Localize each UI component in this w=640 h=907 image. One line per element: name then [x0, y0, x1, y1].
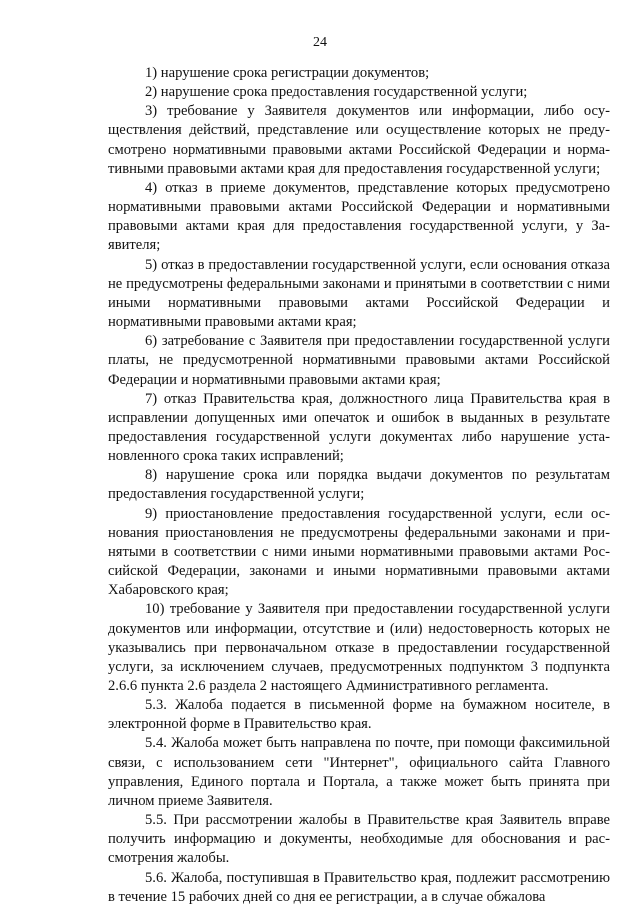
paragraph-10: 10) требование у Заявителя при предоставлении государственной услуги документов или информации, отсутствие и (или) недостоверность которых не указывались при первоначальном отказе в предоставлении государственной услуги, за исключением случаев, предусмотренных подпунктом 3 подпункта 2.6.6 пункта 2.6 раздела 2 настоящего Административного регламента.	[108, 601, 610, 694]
paragraph-2: 2) нарушение срока предоставления государственной услуги;	[145, 84, 528, 101]
paragraph-6: 6) затребование с Заявителя при предоставлении государственной услуги платы, не предусмотренной нормативными правовыми актами Российской Федерации и нормативными правовыми актами края;	[108, 333, 610, 388]
paragraph-1: 1) нарушение срока регистрации документов;	[145, 65, 430, 81]
paragraph-9: 9) приостановление предоставления государственной услуги, если основания приостановления не предусмотрены федеральными законами и принятыми в соответствии с ними иными нормативными правовыми актами Российской Федерации, законами и иными нормативными правовыми актами Хабаровского края;	[108, 505, 610, 599]
paragraph-7: 7) отказ Правительства края, должностного лица Правительства края в исправлении допущенных ими опечаток и ошибок в выданных в результате предоставления государственной услуги документах либо нарушение установленного срока таких исправлений;	[108, 390, 610, 465]
paragraph-5-5: 5.5. При рассмотрении жалобы в Правительстве края Заявитель вправе получить информацию и документы, необходимые для обоснования и рассмотрения жалобы.	[108, 812, 610, 867]
paragraph-8: 8) нарушение срока или порядка выдачи документов по результатам предоставления государственной услуги;	[108, 467, 610, 503]
paragraph-5: 5) отказ в предоставлении государственной услуги, если основания отказа не предусмотрены федеральными законами и принятыми в соответствии с ними иными нормативными правовыми актами Российской Федерации и нормативными правовыми актами края;	[108, 256, 610, 331]
page-number: 24	[313, 35, 327, 50]
paragraph-4: 4) отказ в приеме документов, представление которых предусмотрено нормативными правовыми актами Российской Федерации и нормативными правовыми актами края для предоставления государственной услуги, у Заявителя;	[108, 179, 610, 254]
document-body	[108, 64, 610, 907]
paragraph-5-3: 5.3. Жалоба подается в письменной форме на бумажном носителе, в электронной форме в Правительство края.	[108, 697, 610, 733]
paragraph-5-4: 5.4. Жалоба может быть направлена по почте, при помощи факсимильной связи, с использованием сети "Интернет", официального сайта Главного управления, Единого портала и Портала, а также может быть принята при личном приеме Заявителя.	[108, 735, 610, 809]
paragraph-3: 3) требование у Заявителя документов или информации, либо осуществления действий, представление или осуществление которых не предусмотрено нормативными правовыми актами Российской Федерации и нормативными правовыми актами края для предоставления государственной услуги;	[108, 103, 610, 177]
paragraph-5-6: 5.6. Жалоба, поступившая в Правительство края, подлежит рассмотрению в течение 15 рабочих дней со дня ее регистрации, а в случае обжалова	[108, 869, 610, 905]
